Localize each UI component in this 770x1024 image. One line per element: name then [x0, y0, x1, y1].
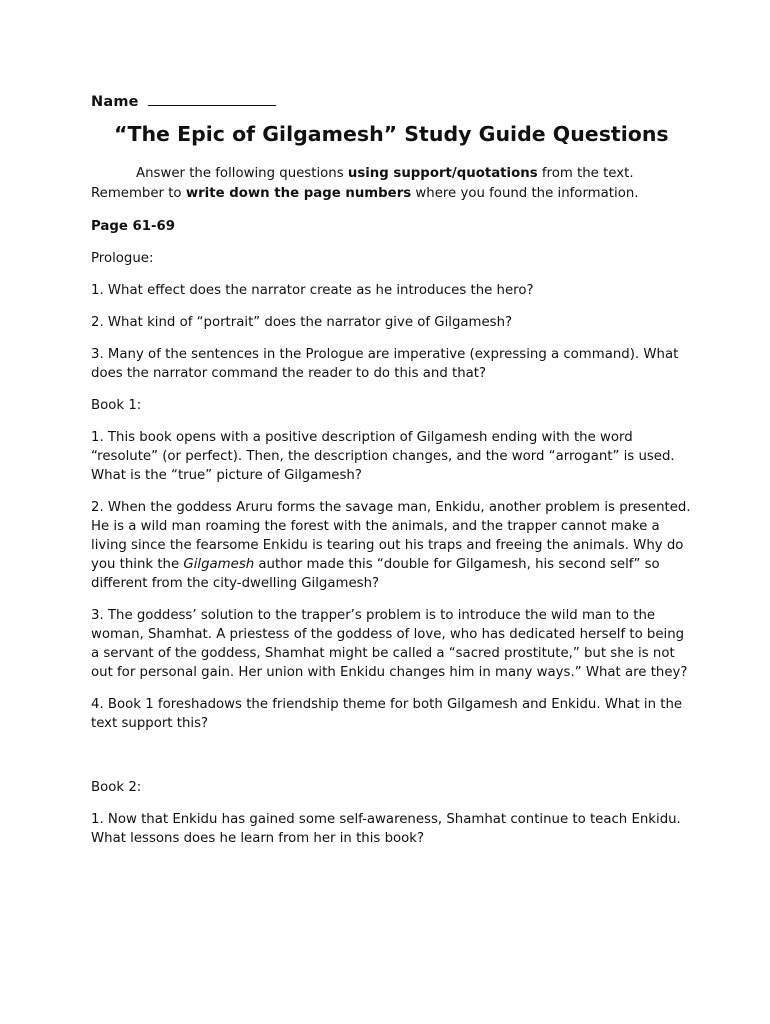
book1-question-2-text-b: author made this “double for Gilgamesh, his second self” so different from the city-dwelling Gilgamesh? [91, 556, 660, 591]
instructions-text-3: where you found the information. [411, 185, 639, 201]
prologue-question-3: 3. Many of the sentences in the Prologue are imperative (expressing a command). What does the narrator command the reader to do this and that? [91, 346, 679, 381]
instructions [91, 164, 691, 204]
instructions-text-2: from the text. Remember to [91, 165, 634, 201]
book1-question-2-italic: Gilgamesh [183, 556, 255, 572]
section-spacer [91, 746, 691, 778]
instructions-bold-1: using support/quotations [347, 165, 538, 181]
name-field-row [91, 92, 691, 110]
prologue-question-1: 1. What effect does the narrator create as he introduces the hero? [91, 282, 534, 298]
book2-label: Book 2: [91, 779, 142, 795]
prologue-question-2: 2. What kind of “portrait” does the narrator give of Gilgamesh? [91, 314, 513, 330]
instructions-text-1: Answer the following questions [136, 165, 348, 181]
book1-question-2-text-a: 2. When the goddess Aruru forms the savage man, Enkidu, another problem is presented. He is a wild man roaming the forest with the animals, and the trapper cannot make a living since the fearsome Enkidu is tearing out his traps and freeing the animals. Why do you think the [91, 499, 691, 572]
book1-question-4: 4. Book 1 foreshadows the friendship theme for both Gilgamesh and Enkidu. What in the text support this? [91, 696, 683, 731]
instructions-bold-2: write down the page numbers [185, 185, 412, 201]
book1-question-3: 3. The goddess’ solution to the trapper’s problem is to introduce the wild man to the woman, Shamhat. A priestess of the goddess of love, who has dedicated herself to being a servant of the goddess, Shamhat might be called a “sacred prostitute,” but she is not out for personal gain. Her union with Enkidu changes him in many ways.” What are they? [91, 607, 688, 680]
book1-question-1: 1. This book opens with a positive description of Gilgamesh ending with the word “resolute” (or perfect). Then, the description changes, and the word “arrogant” is used. What is the “true” picture of Gilgamesh? [91, 429, 675, 483]
name-blank-line[interactable] [148, 92, 276, 106]
document-page [91, 92, 691, 861]
book1-label: Book 1: [91, 397, 142, 413]
name-label: Name [91, 94, 139, 110]
document-title: “The Epic of Gilgamesh” Study Guide Questions [114, 122, 669, 146]
book2-question-1: 1. Now that Enkidu has gained some self-awareness, Shamhat continue to teach Enkidu. What lessons does he learn from her in this book? [91, 811, 681, 846]
prologue-label: Prologue: [91, 250, 154, 266]
book1-question-2 [91, 498, 691, 593]
page-range-heading: Page 61-69 [91, 218, 176, 234]
